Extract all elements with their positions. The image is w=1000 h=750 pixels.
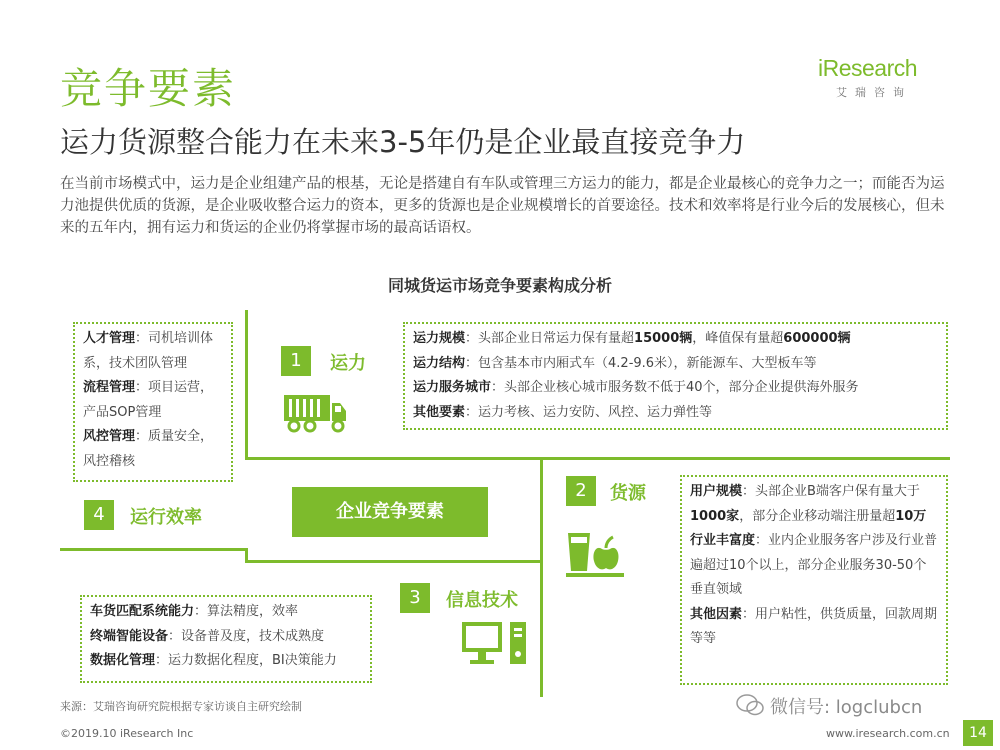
category-label-capacity: 运力 [330, 353, 366, 374]
divider-line [245, 310, 248, 460]
number-badge-2: 2 [566, 476, 596, 506]
category-label-cargo: 货源 [610, 483, 646, 504]
category-label-it: 信息技术 [446, 590, 518, 611]
watermark-text: 微信号: logclubcn [770, 697, 923, 718]
page-subtitle: 运力货源整合能力在未来3-5年仍是企业最直接竞争力 [60, 125, 746, 159]
list-item: 终端智能设备：设备普及度，技术成熟度 [90, 628, 325, 644]
cargo-details-box [680, 475, 948, 685]
divider-line [245, 457, 540, 460]
list-item: 用户规模：头部企业B端客户保有量大于1000家，部分企业移动端注册量超10万 [690, 484, 927, 524]
list-item: 人才管理：司机培训体系，技术团队管理 [83, 331, 214, 371]
number-badge-4: 4 [84, 500, 114, 530]
list-item: 运力服务城市：头部企业核心城市服务数不低于40个，部分企业提供海外服务 [413, 380, 859, 395]
number-badge-1: 1 [281, 346, 311, 376]
category-label-efficiency: 运行效率 [130, 507, 202, 528]
copyright-text: ©2019.10 iResearch Inc [60, 727, 194, 740]
capacity-details-box [403, 322, 948, 430]
divider-line [245, 560, 540, 563]
list-item: 其他因素：用户粘性，供货质量，回款周期等等 [690, 606, 938, 646]
groceries-icon [566, 527, 628, 579]
divider-line [540, 457, 543, 697]
list-item: 流程管理：项目运营，产品SOP管理 [83, 380, 214, 420]
website-text: www.iresearch.com.cn [826, 727, 950, 740]
page-title: 竞争要素 [60, 64, 237, 113]
list-item: 数据化管理：运力数据化程度，BI决策能力 [90, 653, 337, 668]
truck-icon [282, 393, 348, 433]
wechat-icon [736, 694, 764, 716]
center-element-box: 企业竞争要素 [292, 487, 488, 537]
diagram-title: 同城货运市场竞争要素构成分析 [387, 276, 612, 295]
number-badge-3: 3 [400, 583, 430, 613]
list-item: 行业丰富度：业内企业服务客户涉及行业普遍超过10个以上，部分企业服务30-50个垂直领域 [690, 533, 938, 597]
source-note: 来源：艾瑞咨询研究院根据专家访谈自主研究绘制 [60, 700, 302, 713]
divider-line [60, 548, 245, 551]
intro-paragraph: 在当前市场模式中，运力是企业组建产品的根基，无论是搭建自有车队或管理三方运力的能力，都是企业最核心的竞争力之一；而能否为运力池提供优质的货源，是企业吸收整合运力的资本，更多的货源也是企业规模增长的首要途径。技术和效率将是行业今后的发展核心，但未来的五年内，拥有运力和货运的企业仍将掌握市场的最高话语权。 [60, 176, 945, 236]
list-item: 运力规模：头部企业日常运力保有量超15000辆，峰值保有量超600000辆 [413, 331, 851, 346]
efficiency-details-box [73, 322, 233, 482]
iresearch-logo [818, 55, 948, 100]
computer-icon [460, 620, 530, 668]
it-details-box [80, 595, 372, 683]
page-number: 14 [963, 720, 993, 746]
divider-line [245, 548, 248, 560]
list-item: 风控管理：质量安全，风控稽核 [83, 429, 214, 469]
divider-line [540, 457, 950, 460]
list-item: 车货匹配系统能力：算法精度，效率 [90, 604, 299, 619]
list-item: 其他要素：运力考核、运力安防、风控、运力弹性等 [413, 404, 713, 420]
logo-text: iResearch [818, 55, 918, 81]
logo-subtext: 艾瑞咨询 [836, 86, 912, 99]
list-item: 运力结构：包含基本市内厢式车（4.2-9.6米），新能源车、大型板车等 [413, 355, 817, 371]
